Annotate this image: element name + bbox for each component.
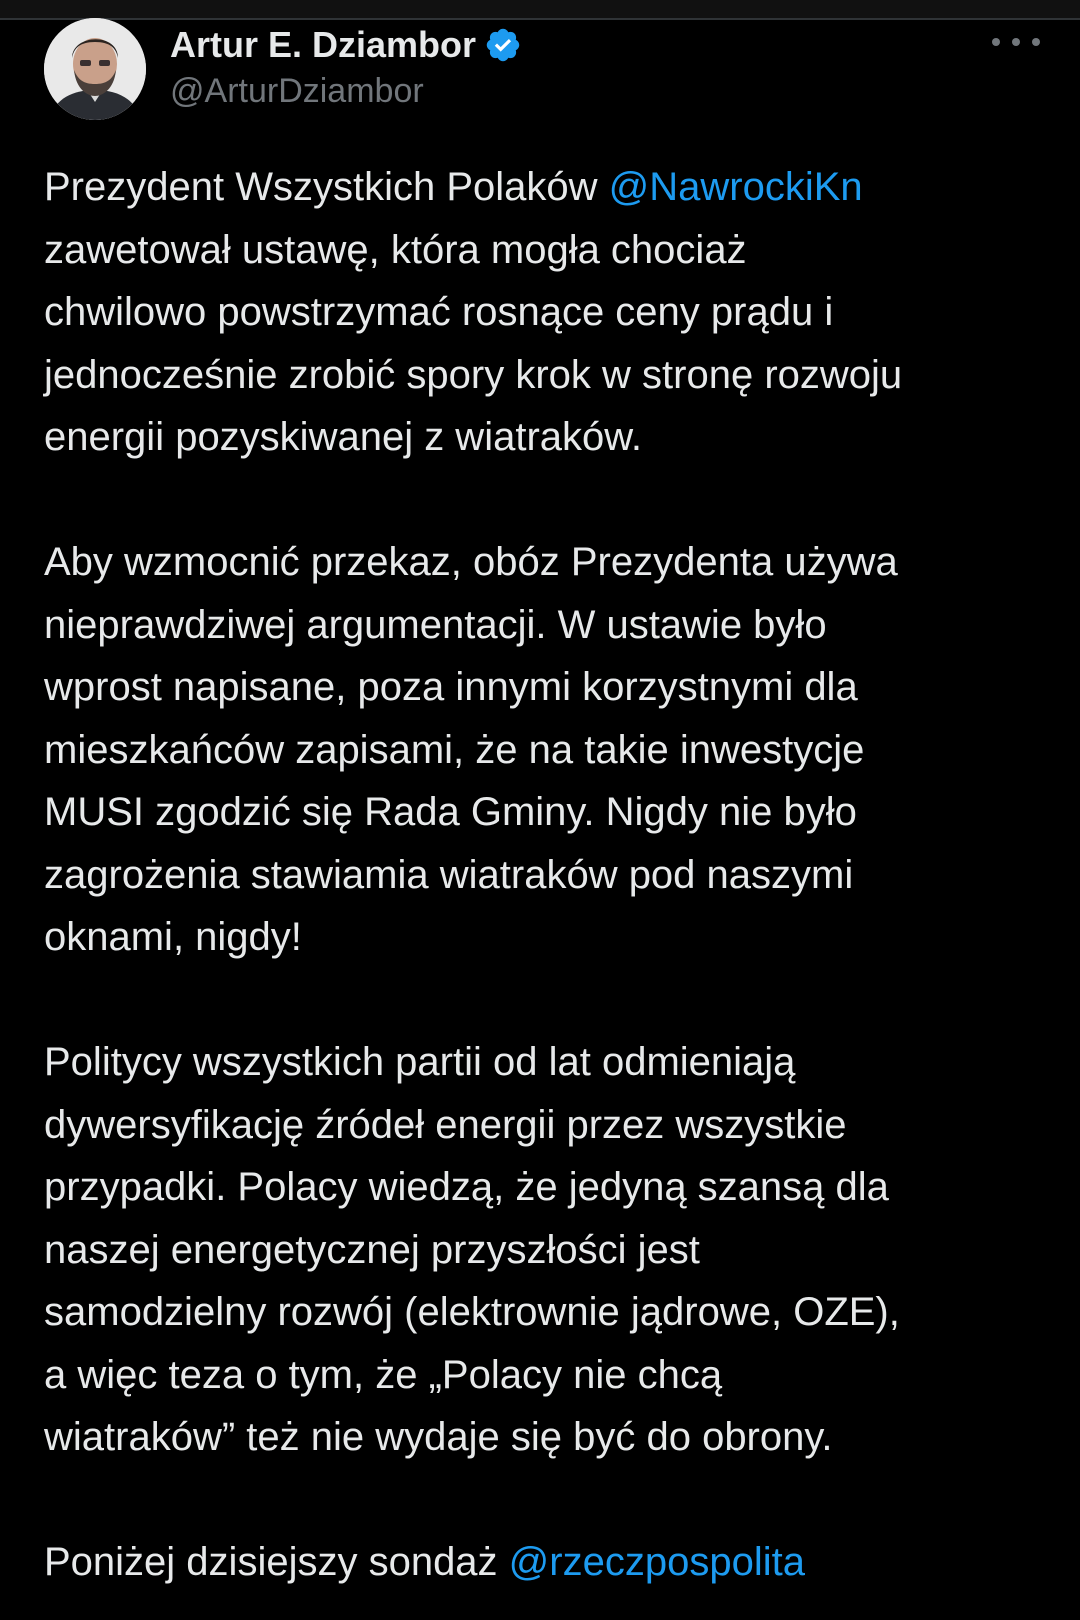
- tweet-line: wiatraków” też nie wydaje się być do obrony.: [44, 1415, 833, 1459]
- more-dot: [1032, 38, 1040, 46]
- tweet-line: [44, 156, 1054, 219]
- tweet-line: mieszkańców zapisami, że na takie inwestycje: [44, 727, 865, 772]
- tweet-line: energii pozyskiwanej z wiatraków.: [44, 415, 643, 459]
- tweet-line: naszej energetycznej przyszłości jest: [44, 1227, 700, 1272]
- top-edge-bar: [0, 0, 1080, 20]
- author-handle[interactable]: @ArturDziambor: [170, 72, 424, 110]
- tweet-line: Aby wzmocnić przekaz, obóz Prezydenta używa: [44, 540, 898, 584]
- tweet-line: wprost napisane, poza innymi korzystnymi dla: [44, 665, 858, 709]
- tweet-text: [44, 156, 1054, 1594]
- tweet-line: nieprawdziwej argumentacji. W ustawie było: [44, 602, 827, 647]
- tweet-line: przypadki. Polacy wiedzą, że jedyną szansą dla: [44, 1165, 889, 1209]
- tweet-header: [44, 18, 1040, 122]
- tweet-line: samodzielny rozwój (elektrownie jądrowe, OZE),: [44, 1290, 900, 1334]
- avatar[interactable]: [44, 18, 146, 120]
- author-display-name[interactable]: Artur E. Dziambor: [170, 24, 477, 65]
- tweet-text-segment: Poniżej dzisiejszy sondaż: [44, 1540, 509, 1584]
- tweet-line: a więc teza o tym, że „Polacy nie chcą: [44, 1352, 723, 1397]
- more-options-icon[interactable]: [992, 32, 1040, 52]
- more-dot: [1012, 38, 1020, 46]
- paragraph-gap: [44, 969, 1054, 1032]
- tweet-text-segment: Prezydent Wszystkich Polaków: [44, 165, 609, 209]
- tweet-line: MUSI zgodzić się Rada Gminy. Nigdy nie było: [44, 790, 857, 834]
- mention-link-nawrockikn[interactable]: @NawrockiKn: [608, 165, 863, 209]
- more-dot: [992, 38, 1000, 46]
- tweet-line: zawetował ustawę, która mogła chociaż: [44, 227, 747, 272]
- author-name-row: [170, 20, 522, 70]
- mention-link-rzeczpospolita[interactable]: @rzeczpospolita: [508, 1540, 805, 1584]
- tweet-line: zagrożenia stawiamia wiatraków pod naszymi: [44, 852, 854, 897]
- tweet-line: oknami, nigdy!: [44, 915, 302, 959]
- paragraph-gap: [44, 469, 1054, 532]
- paragraph-gap: [44, 1469, 1054, 1532]
- verified-badge-icon: [484, 26, 522, 64]
- tweet-line: jednocześnie zrobić spory krok w stronę rozwoju: [44, 352, 903, 397]
- tweet-line: chwilowo powstrzymać rosnące ceny prądu i: [44, 290, 834, 334]
- tweet-line: Politycy wszystkich partii od lat odmieniają: [44, 1040, 796, 1084]
- tweet-line: [44, 1531, 1054, 1594]
- tweet-line: dywersyfikację źródeł energii przez wszystkie: [44, 1102, 847, 1147]
- user-avatar-icon: [44, 18, 146, 120]
